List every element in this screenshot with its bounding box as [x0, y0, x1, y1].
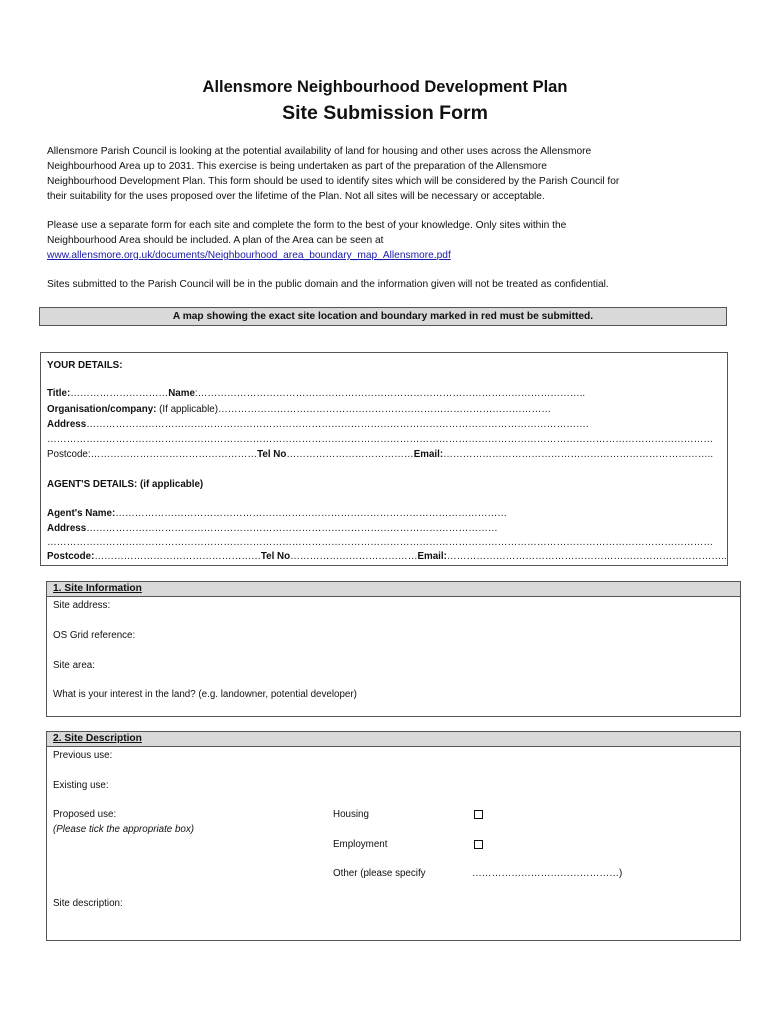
- site-information-section: [46, 581, 741, 717]
- map-requirement-banner: A map showing the exact site location and boundary marked in red must be submitted.: [39, 307, 727, 326]
- other-use-label: Other (please specify: [333, 868, 426, 879]
- intro-line: their suitability for the uses proposed over the lifetime of the Plan. Not all sites will be necessary or acceptable.: [47, 191, 545, 202]
- page-title: Allensmore Neighbourhood Development Plan: [202, 78, 568, 96]
- form-title: Site Submission Form: [282, 102, 488, 124]
- other-use-input[interactable]: ………………………………………): [472, 868, 623, 879]
- site-description-field[interactable]: Site description:: [53, 898, 123, 909]
- intro-line: [47, 248, 737, 263]
- site-description-section: [46, 731, 741, 941]
- organisation-row[interactable]: Organisation/company: (If applicable)…………………………………………………………………………………………: [47, 404, 552, 415]
- agent-contact-row[interactable]: Postcode:……………………………………………Tel No…………………………………Email:…………………………………………………………………………..: [47, 551, 727, 562]
- boundary-map-link[interactable]: www.allensmore.org.uk/documents/Neighbourhood_area_boundary_map_Allensmore.pdf: [47, 250, 451, 261]
- tick-instruction: (Please tick the appropriate box): [53, 824, 195, 835]
- your-details-heading: YOUR DETAILS:: [47, 360, 123, 371]
- site-area-field[interactable]: Site area:: [53, 660, 95, 671]
- address-row-2[interactable]: ……………………………………………………………………………………………………………………………………………………………………………………: [47, 434, 714, 445]
- land-interest-field[interactable]: What is your interest in the land? (e.g. landowner, potential developer): [53, 689, 357, 700]
- intro-line: Allensmore Parish Council is looking at the potential availability of land for housing and other uses across the Allensmore: [47, 146, 592, 157]
- address-row[interactable]: Address……………………………………………………………………………………………………………………………………….: [47, 419, 589, 430]
- intro-line: Neighbourhood Area up to 2031. This exercise is being undertaken as part of the preparation of the Allensmore: [47, 161, 547, 172]
- employment-label: Employment: [333, 839, 388, 850]
- site-information-header: 1. Site Information: [47, 582, 740, 597]
- housing-label: Housing: [333, 809, 369, 820]
- existing-use-field[interactable]: Existing use:: [53, 780, 109, 791]
- previous-use-field[interactable]: Previous use:: [53, 750, 113, 761]
- contact-row[interactable]: Postcode:……………………………………………Tel No…………………………………Email:………………………………………………………………………..: [47, 449, 714, 460]
- intro-line: Please use a separate form for each site and complete the form to the best of your knowledge. Only sites within the: [47, 220, 567, 231]
- agent-name-row[interactable]: Agent's Name:…………………………………………………………………………………………………………: [47, 508, 508, 519]
- agent-details-heading: AGENT'S DETAILS: (if applicable): [47, 479, 204, 490]
- site-address-field[interactable]: Site address:: [53, 600, 111, 611]
- confidentiality-note: Sites submitted to the Parish Council will be in the public domain and the information given will not be treated as confidential.: [47, 279, 609, 290]
- proposed-use-label: Proposed use:: [53, 809, 117, 820]
- os-grid-reference-field[interactable]: OS Grid reference:: [53, 630, 136, 641]
- site-description-header: 2. Site Description: [47, 732, 740, 747]
- employment-checkbox[interactable]: [474, 840, 483, 849]
- agent-address-row-2[interactable]: ……………………………………………………………………………………………………………………………………………………………………………………: [47, 537, 714, 548]
- title-name-row[interactable]: Title:…………………………Name:………………………………………………………………………………………………………..: [47, 388, 586, 399]
- intro-line: Neighbourhood Development Plan. This form should be used to identify sites which will be considered by the Parish Council for: [47, 176, 620, 187]
- agent-address-row[interactable]: Address………………………………………………………………………………………………………………: [47, 523, 498, 534]
- intro-line: Neighbourhood Area should be included. A plan of the Area can be seen at: [47, 235, 384, 246]
- details-box: [40, 352, 728, 566]
- housing-checkbox[interactable]: [474, 810, 483, 819]
